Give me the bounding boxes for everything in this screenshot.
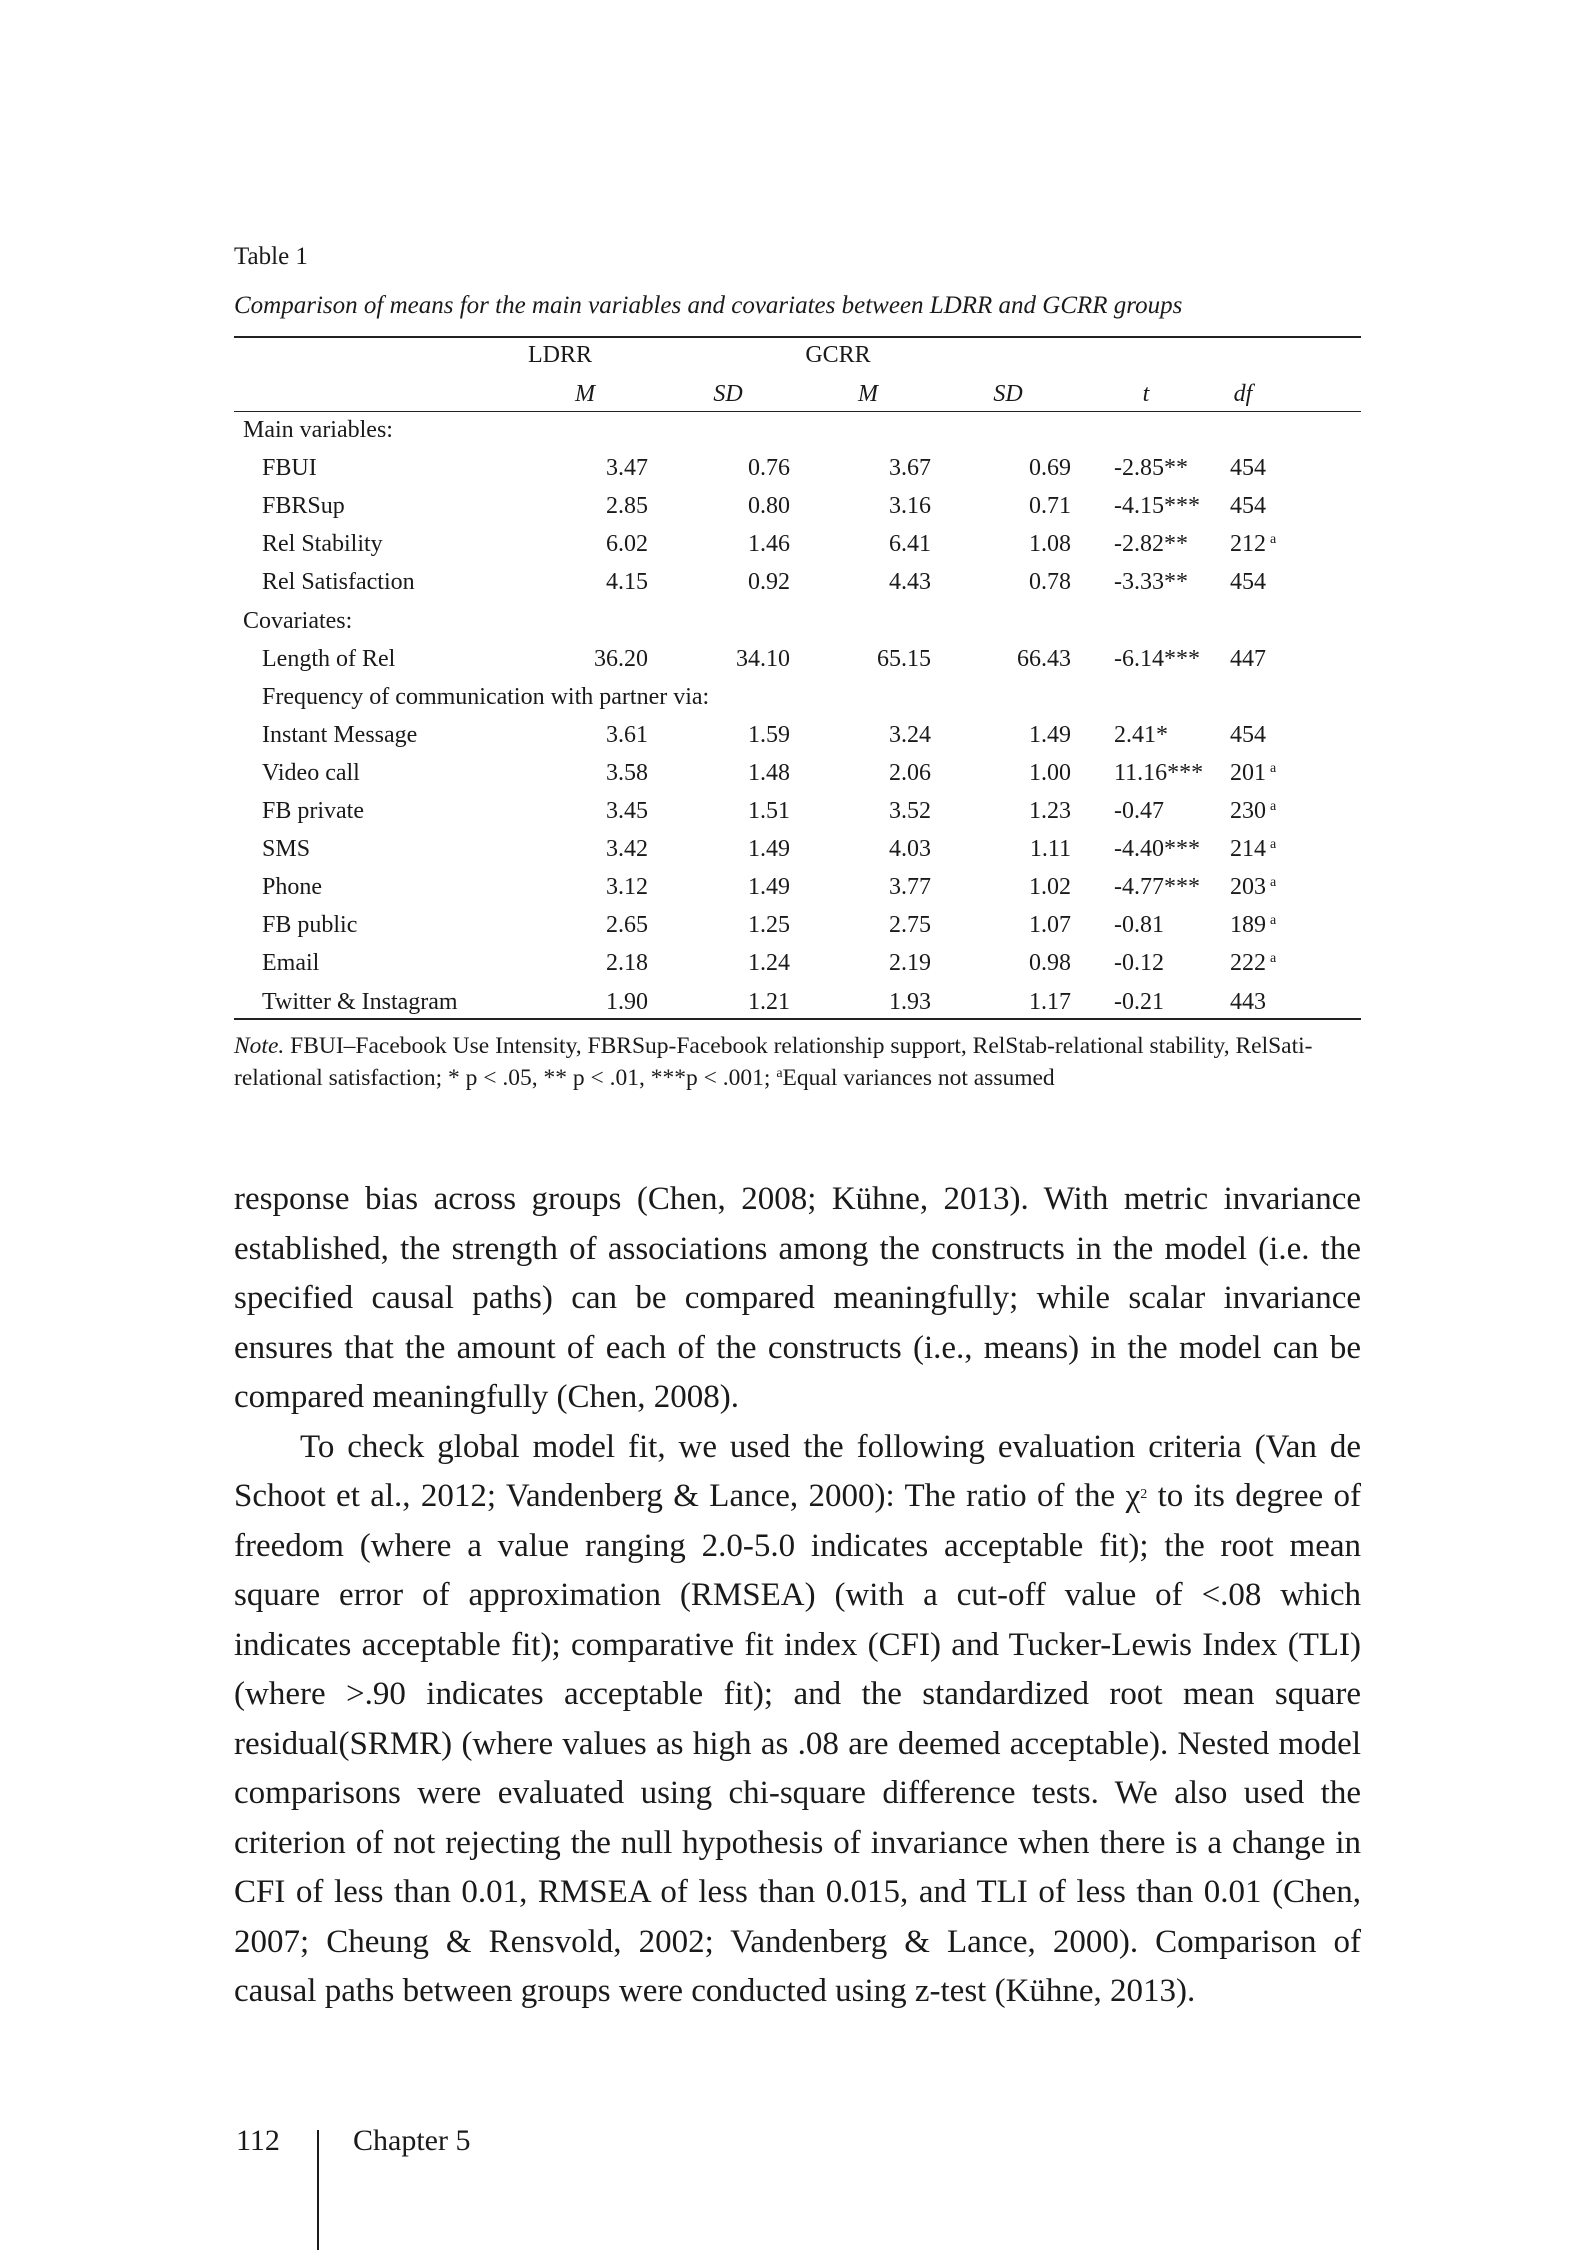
row-label: Instant Message [262, 721, 418, 748]
table-cell: 1.08 [1029, 531, 1071, 558]
table-cell: 6.41 [889, 531, 931, 558]
table-cell: 0.80 [748, 493, 790, 520]
body-paragraph-2-sup: 2 [1140, 1487, 1148, 1502]
table-cell: 1.49 [748, 836, 790, 863]
table-cell: 1.21 [748, 988, 790, 1015]
table-cell: 1.93 [889, 988, 931, 1015]
col-header-ldrr-m: M [575, 381, 595, 407]
table-cell: 3.16 [889, 493, 931, 520]
table-cell: 2.65 [606, 912, 648, 939]
row-label: Length of Rel [262, 645, 396, 672]
df-value: 214 [1230, 836, 1266, 863]
table-cell: 0.76 [748, 455, 790, 482]
table-cell: 1.02 [1029, 874, 1071, 901]
table-cell: 1.17 [1029, 988, 1071, 1015]
table-cell: 3.77 [889, 874, 931, 901]
table-cell: 3.45 [606, 798, 648, 824]
table-cell: 3.24 [889, 721, 931, 748]
df-value: 189 [1230, 912, 1266, 939]
df-superscript: a [1270, 951, 1277, 967]
table-cell: 3.58 [606, 759, 648, 786]
table-cell-t: -4.77*** [1114, 874, 1200, 901]
row-label: Rel Satisfaction [262, 569, 415, 596]
group-header-ldrr: LDRR [527, 342, 592, 368]
body-paragraph-1: response bias across groups (Chen, 2008; Kühne, 2013). With metric invariance established, the strength of associations among the constructs in the model (i.e. the specified causal paths) can be compared meaningfully; while scalar invariance ensures that the amount of each of the constructs (i.e., means) in the model can be compared meaningfully (Chen, 2008). [234, 1181, 1361, 1415]
col-header-t: t [1142, 381, 1150, 407]
table-cell-t: 2.41* [1114, 721, 1168, 748]
table-cell: 1.23 [1029, 798, 1071, 824]
table-note-text: FBUI–Facebook Use Intensity, FBRSup-Facebook relationship support, RelStab-relational stability, RelSati- relational satisfaction; * p < .05, ** p < .01, ***p < .001; [234, 1033, 1313, 1091]
footer-divider [317, 2130, 319, 2250]
table-cell-t: -6.14*** [1114, 645, 1200, 672]
body-paragraph-2-a: To check global model fit, we used the following evaluation criteria (Van de Schoot et al., 2012; Vandenberg & Lance, 2000): The ratio of the χ [234, 1428, 1361, 1514]
df-value: 212 [1230, 531, 1266, 558]
table-cell: 3.61 [606, 721, 648, 748]
col-header-df: df [1233, 381, 1253, 407]
table-cell: 0.69 [1029, 455, 1071, 482]
table-cell: 2.06 [889, 759, 931, 786]
df-superscript: a [1270, 532, 1277, 548]
table-note-tail: Equal variances not assumed [782, 1065, 1055, 1091]
df-value: 454 [1230, 455, 1266, 482]
table-cell: 3.67 [889, 455, 931, 482]
table-cell-df [1230, 644, 1266, 674]
row-label: FBRSup [262, 493, 345, 520]
df-value: 230 [1230, 798, 1266, 824]
table-cell-t: 11.16*** [1114, 759, 1204, 786]
table-cell: 1.25 [748, 912, 790, 939]
table-cell-df [1230, 987, 1266, 1017]
table-cell: 1.48 [748, 759, 790, 786]
table-note-sup: a [776, 1066, 783, 1081]
table-cell-df [1230, 796, 1276, 826]
df-value: 454 [1230, 721, 1266, 748]
table-cell-df [1230, 872, 1276, 902]
table-cell: 34.10 [736, 645, 790, 672]
table-cell: 1.90 [606, 988, 648, 1015]
df-value: 201 [1230, 759, 1266, 786]
table-header-rule [234, 411, 1361, 412]
section-label: Main variables: [243, 417, 393, 443]
row-label: SMS [262, 836, 311, 863]
row-label: Phone [262, 874, 322, 901]
table-cell: 1.24 [748, 950, 790, 977]
row-label: FBUI [262, 455, 317, 482]
table-cell: 0.71 [1029, 493, 1071, 520]
df-value: 447 [1230, 645, 1266, 672]
table-cell: 0.78 [1029, 569, 1071, 596]
table-cell-df [1230, 491, 1266, 521]
table-cell-df [1230, 948, 1276, 978]
group-header-gcrr: GCRR [805, 342, 871, 368]
table-cell: 1.49 [748, 874, 790, 901]
table-cell: 36.20 [594, 645, 648, 672]
table-cell: 2.75 [889, 912, 931, 939]
table-cell-df [1230, 567, 1266, 597]
df-value: 222 [1230, 950, 1266, 977]
table-cell: 2.19 [889, 950, 931, 977]
row-label: FB public [262, 912, 358, 939]
row-label: Rel Stability [262, 531, 383, 558]
table-cell-t: -4.40*** [1114, 836, 1200, 863]
section-label: Frequency of communication with partner via: [262, 683, 710, 710]
df-value: 454 [1230, 569, 1266, 596]
table-cell: 3.42 [606, 836, 648, 863]
table-cell: 66.43 [1017, 645, 1071, 672]
chapter-label: Chapter 5 [353, 2124, 471, 2157]
table-cell: 65.15 [877, 645, 931, 672]
table-cell: 1.46 [748, 531, 790, 558]
df-superscript: a [1270, 913, 1277, 929]
col-header-gcrr-m: M [858, 381, 878, 407]
table-cell: 1.49 [1029, 721, 1071, 748]
table-cell: 4.43 [889, 569, 931, 596]
table-top-rule [234, 336, 1361, 338]
table-cell: 0.92 [748, 569, 790, 596]
table-bottom-rule [234, 1018, 1361, 1020]
table-cell-df [1230, 529, 1276, 559]
table-cell: 1.00 [1029, 759, 1071, 786]
col-header-gcrr-sd: SD [993, 381, 1023, 407]
table-cell-t: -0.81 [1114, 912, 1164, 939]
row-label: Video call [262, 759, 360, 786]
table-cell-t: -0.47 [1114, 798, 1164, 824]
df-value: 454 [1230, 493, 1266, 520]
table-cell: 3.52 [889, 798, 931, 824]
table-cell: 2.18 [606, 950, 648, 977]
table-cell-t: -2.82** [1114, 531, 1188, 558]
df-superscript: a [1270, 837, 1277, 853]
table-cell: 1.11 [1029, 836, 1071, 863]
df-superscript: a [1270, 799, 1277, 814]
body-text [234, 1175, 1361, 2017]
table-cell: 1.59 [748, 721, 790, 748]
page-number: 112 [236, 2124, 280, 2157]
df-value: 443 [1230, 988, 1266, 1015]
table-cell: 2.85 [606, 493, 648, 520]
df-superscript: a [1270, 875, 1277, 891]
table-cell-df [1230, 834, 1276, 864]
body-paragraph-2 [234, 1423, 1361, 2017]
table-cell: 3.12 [606, 874, 648, 901]
table-note-prefix: Note. [234, 1033, 285, 1059]
row-label: FB private [262, 798, 364, 824]
table-cell-t: -0.12 [1114, 950, 1164, 977]
table-label: Table 1 [234, 243, 308, 270]
table-cell: 6.02 [606, 531, 648, 558]
table-cell: 1.07 [1029, 912, 1071, 939]
table-cell-t: -2.85** [1114, 455, 1188, 482]
table-cell: 0.98 [1029, 950, 1071, 977]
table-cell: 3.47 [606, 455, 648, 482]
table-caption: Comparison of means for the main variables and covariates between LDRR and GCRR groups [234, 292, 1183, 319]
table-cell: 4.15 [606, 569, 648, 596]
table-cell: 4.03 [889, 836, 931, 863]
table-cell-df [1230, 758, 1276, 788]
row-label: Twitter & Instagram [262, 988, 458, 1015]
row-label: Email [262, 950, 320, 977]
table-note [234, 1030, 1361, 1094]
body-paragraph-2-b: to its degree of freedom (where a value ranging 2.0-5.0 indicates acceptable fit); the root mean square error of approximation (RMSEA) (with a cut-off value of <.08 which indicates acceptable fit); comparative fit index (CFI) and Tucker-Lewis Index (TLI) (where >.90 indicates acceptable fit); and the standardized root mean square residual(SRMR) (where values as high as .08 are deemed acceptable). Nested model comparisons were evaluated using chi-square difference tests. We also used the criterion of not rejecting the null hypothesis of invariance when there is a change in CFI of less than 0.01, RMSEA of less than 0.015, and TLI of less than 0.01 (Chen, 2007; Cheung & Rensvold, 2002; Vandenberg & Lance, 2000). Comparison of causal paths between groups were conducted using z-test (Kühne, 2013). [234, 1478, 1361, 2009]
table-cell-df [1230, 720, 1266, 750]
df-value: 203 [1230, 874, 1266, 901]
col-header-ldrr-sd: SD [713, 381, 743, 407]
table-cell-t: -3.33** [1114, 569, 1188, 596]
table-cell-t: -4.15*** [1114, 493, 1200, 520]
table-cell: 1.51 [748, 798, 790, 824]
section-label: Covariates: [243, 607, 353, 634]
table-cell-t: -0.21 [1114, 988, 1164, 1015]
table-cell-df [1230, 453, 1266, 483]
df-superscript: a [1270, 760, 1277, 776]
table-cell-df [1230, 910, 1276, 940]
